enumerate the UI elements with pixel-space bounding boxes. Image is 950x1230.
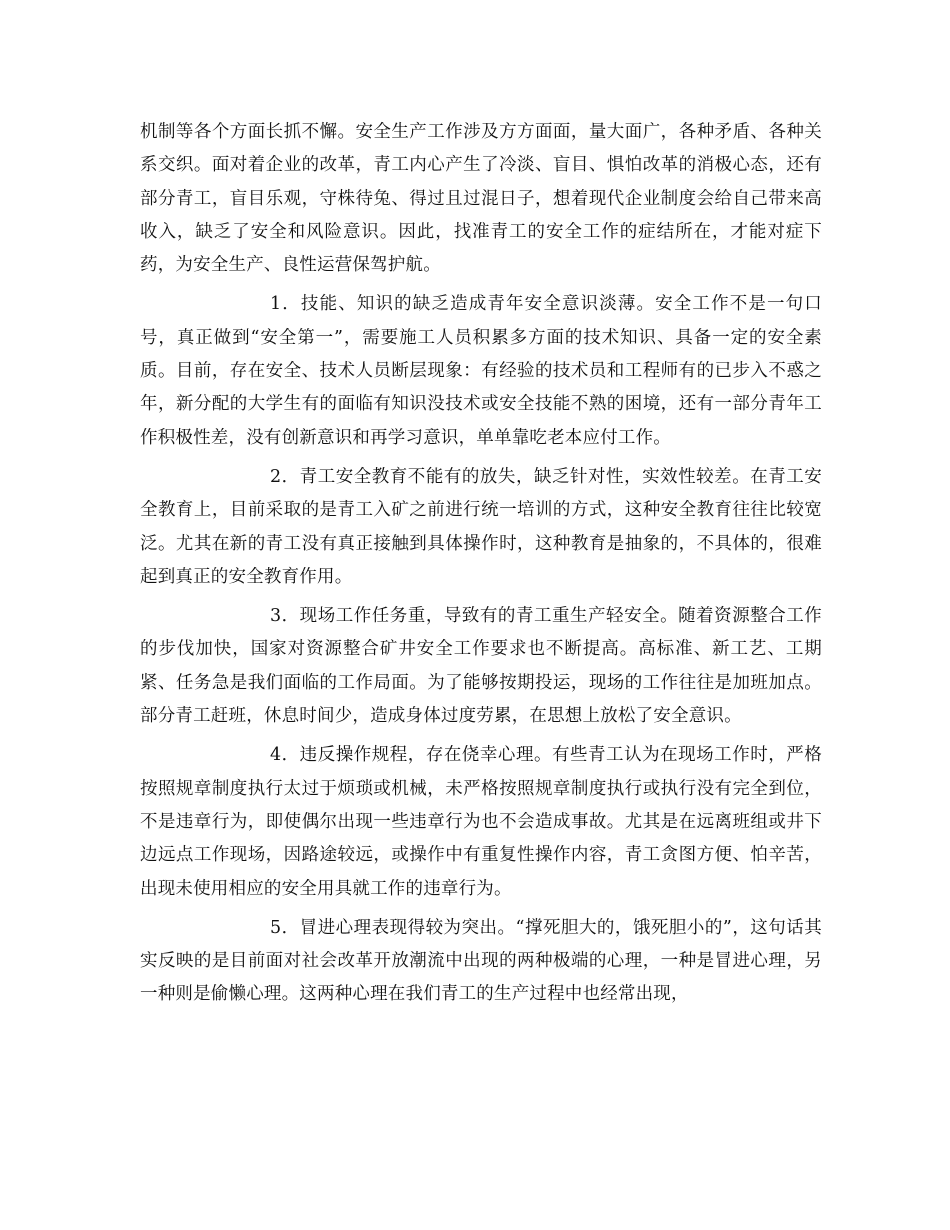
paragraph-item-3: 3．现场工作任务重，导致有的青工重生产轻安全。随着资源整合工作的步伐加快，国家对资源整合矿井安全工作要求也不断提高。高标准、新工艺、工期紧、任务急是我们面临的工作局面。为了能够按期投运，现场的工作往往是加班加点。部分青工赶班，休息时间少，造成身体过度劳累，在思想上放松了安全意识。 [140, 606, 822, 727]
paragraph-intro: 机制等各个方面长抓不懈。安全生产工作涉及方方面面，量大面广，各种矛盾、各种关系交织。面对着企业的改革，青工内心产生了冷淡、盲目、惧怕改革的消极心态，还有部分青工，盲目乐观，守株待兔、得过且过混日子，想着现代企业制度会给自己带来高收入，缺乏了安全和风险意识。因此，找准青工的安全工作的症结所在，才能对症下药，为安全生产、良性运营保驾护航。 [140, 122, 822, 276]
document-body [140, 116, 822, 1018]
paragraph-item-5: 5．冒进心理表现得较为突出。“撑死胆大的，饿死胆小的”，这句话其实反映的是目前面对社会改革开放潮流中出现的两种极端的心理，一种是冒进心理，另一种则是偷懒心理。这两种心理在我们青工的生产过程中也经常出现， [140, 917, 822, 1005]
paragraph-item-2: 2．青工安全教育不能有的放失，缺乏针对性，实效性较差。在青工安全教育上，目前采取的是青工入矿之前进行统一培训的方式，这种安全教育往往比较宽泛。尤其在新的青工没有真正接触到具体操作时，这种教育是抽象的，不具体的，很难起到真正的安全教育作用。 [140, 466, 822, 587]
paragraph-item-4: 4．违反操作规程，存在侥幸心理。有些青工认为在现场工作时，严格按照规章制度执行太过于烦琐或机械，未严格按照规章制度执行或执行没有完全到位，不是违章行为，即使偶尔出现一些违章行为也不会造成事故。尤其是在远离班组或井下边远点工作现场，因路途较远，或操作中有重复性操作内容，青工贪图方便、怕辛苦，出现未使用相应的安全用具就工作的违章行为。 [140, 745, 822, 899]
paragraph-item-1: 1．技能、知识的缺乏造成青年安全意识淡薄。安全工作不是一句口号，真正做到“安全第一”，需要施工人员积累多方面的技术知识、具备一定的安全素质。目前，存在安全、技术人员断层现象：有经验的技术员和工程师有的已步入不惑之年，新分配的大学生有的面临有知识没技术或安全技能不熟的困境，还有一部分青年工作积极性差，没有创新意识和再学习意识，单单靠吃老本应付工作。 [140, 294, 822, 448]
